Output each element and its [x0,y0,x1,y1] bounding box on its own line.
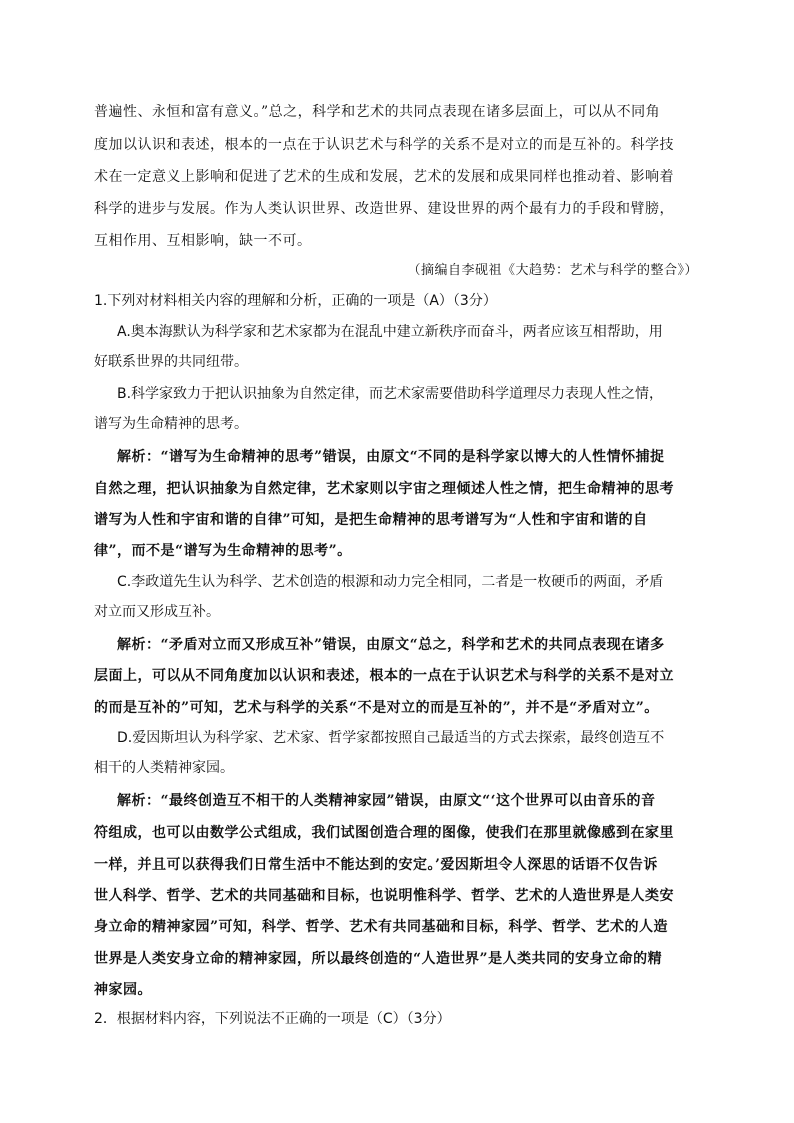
passage-line: 度加以认识和表述，根本的一点在于认识艺术与科学的关系不是对立的而是互补的。科学技 [94,137,674,153]
option-c-analysis-line: 层面上，可以从不同角度加以认识和表述，根本的一点在于认识艺术与科学的关系不是对立 [94,668,674,684]
question-1-stem: 1.下列对材料相关内容的理解和分析，正确的一项是（A）（3分） [94,293,497,309]
question-2-stem: 2．根据材料内容，下列说法不正确的一项是（C）（3分） [94,1011,451,1027]
option-c-analysis-line: 解析：“矛盾对立而又形成互补”错误，由原文“总之，科学和艺术的共同点表现在诸多 [117,637,665,653]
option-a-line: 好联系世界的共同纽带。 [94,354,248,370]
option-c-line: C.李政道先生认为科学、艺术创造的根源和动力完全相同，二者是一枚硬币的两面，矛盾 [117,574,664,590]
passage-line: 普遍性、永恒和富有意义。”总之，科学和艺术的共同点表现在诸多层面上，可以从不同角 [94,104,661,120]
passage-line: 科学的进步与发展。作为人类认识世界、改造世界、建设世界的两个最有力的手段和臂膀， [94,201,674,217]
option-d-line: D.爱因斯坦认为科学家、艺术家、哲学家都按照自己最适当的方式去探索，最终创造互不 [117,730,665,746]
passage-line: 互相作用、互相影响，缺一不可。 [94,233,312,249]
passage-line: 术在一定意义上影响和促进了艺术的生成和发展，艺术的发展和成果同样也推动着、影响着 [94,169,674,185]
option-d-analysis-line: 身立命的精神家园”可知，科学、哲学、艺术有共同基础和目标，科学、哲学、艺术的人造 [94,919,669,935]
option-d-analysis-line: 世界是人类安身立命的精神家园，所以最终创造的“人造世界”是人类共同的安身立命的精 [94,951,663,967]
option-b-analysis-line: 解析：“谱写为生命精神的思考”错误，由原文“不同的是科学家以博大的人性情怀捕捉 [117,449,665,465]
option-d-analysis-line: 神家园。 [94,982,152,998]
option-b-line: 谱写为生命精神的思考。 [94,416,248,432]
option-d-analysis-line: 一样，并且可以获得我们日常生活中不能达到的安定。’爱因斯坦令人深思的话语不仅告诉 [94,857,658,873]
option-d-analysis-line: 解析：“最终创造互不相干的人类精神家园”错误，由原文“‘这个世界可以由音乐的音 [117,793,656,809]
option-d-analysis-line: 符组成，也可以由数学公式组成，我们试图创造合理的图像，使我们在那里就像感到在家里 [94,825,674,841]
option-b-analysis-line: 谱写为人性和宇宙和谐的自律”可知，是把生命精神的思考谱写为“人性和宇宙和谐的自 [94,512,648,528]
option-c-line: 对立而又形成互补。 [94,604,220,620]
option-b-analysis-line: 律”，而不是“谱写为生命精神的思考”。 [94,543,352,559]
option-b-analysis-line: 自然之理，把认识抽象为自然定律，艺术家则以宇宙之理倾述人性之情，把生命精神的思考 [94,481,674,497]
passage-source: （摘编自李砚祖《大趋势：艺术与科学的整合》） [407,263,698,278]
option-d-line: 相干的人类精神家园。 [94,760,234,776]
option-c-analysis-line: 的而是互补的”可知，艺术与科学的关系“不是对立的而是互补的”，并不是“矛盾对立”。 [94,700,659,716]
option-d-analysis-line: 世人科学、哲学、艺术的共同基础和目标，也说明惟科学、哲学、艺术的人造世界是人类安 [94,888,674,904]
option-a-line: A.奥本海默认为科学家和艺术家都为在混乱中建立新秩序而奋斗，两者应该互相帮助，用 [117,324,663,340]
option-b-line: B.科学家致力于把认识抽象为自然定律，而艺术家需要借助科学道理尽力表现人性之情， [117,386,664,402]
